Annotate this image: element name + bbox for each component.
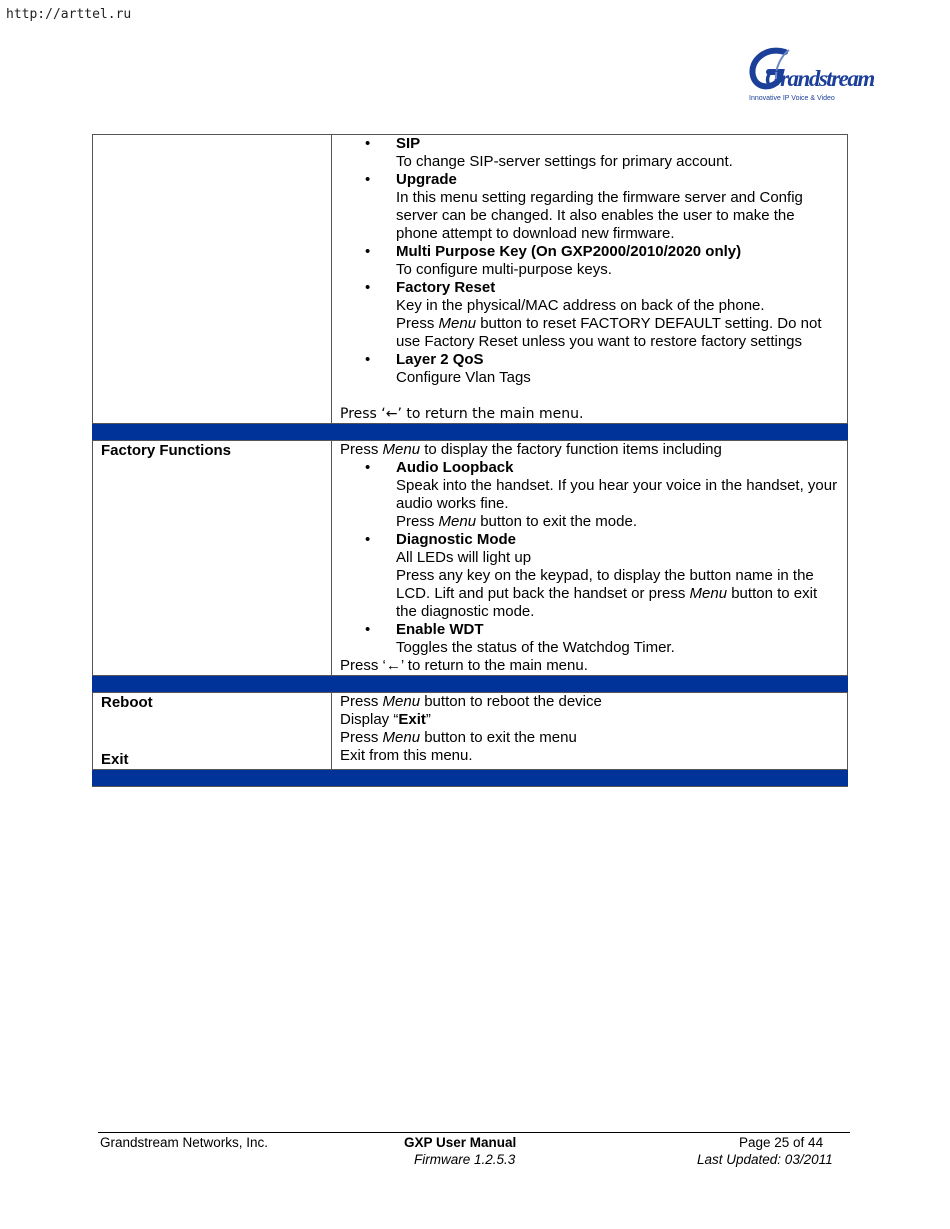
row-description-cell xyxy=(332,441,848,676)
row-description-cell xyxy=(332,135,848,424)
menu-key-ref: Menu xyxy=(689,585,728,602)
menu-key-ref: Menu xyxy=(382,693,421,710)
text-fragment: button to exit the mode. xyxy=(476,513,637,530)
reboot-line xyxy=(340,693,839,711)
exit-description: Exit from this menu. xyxy=(340,747,473,764)
text-fragment: Press xyxy=(340,441,383,458)
list-item xyxy=(388,351,839,387)
section-divider xyxy=(93,676,848,693)
item-text: Configure Vlan Tags xyxy=(396,369,531,386)
text-fragment: button to exit the menu xyxy=(420,729,577,746)
table-row xyxy=(93,441,848,676)
text-fragment: Press xyxy=(340,693,383,710)
table-row xyxy=(93,135,848,424)
item-text xyxy=(396,513,839,531)
text-fragment: Press any key on the keypad, to display the button name in the LCD. Lift and put back the handset or press xyxy=(396,567,814,602)
text-fragment: to display the factory function items including xyxy=(420,441,722,458)
exit-menu-line xyxy=(340,729,839,747)
item-title: • Factory Reset xyxy=(396,279,496,296)
item-title: • Multi Purpose Key (On GXP2000/2010/2020 only) xyxy=(396,243,742,260)
factory-items-list xyxy=(340,459,839,657)
item-title: • Enable WDT xyxy=(396,621,484,638)
list-item xyxy=(388,279,839,351)
row-label: Factory Functions xyxy=(101,442,232,459)
return-instruction: Press ‘←’ to return to the main menu. xyxy=(340,657,588,674)
item-text: Speak into the handset. If you hear your voice in the handset, your audio works fine. xyxy=(396,477,838,512)
menu-key-ref: Menu xyxy=(382,729,421,746)
item-text: Toggles the status of the Watchdog Timer. xyxy=(396,639,675,656)
row-label-cell xyxy=(93,135,332,424)
item-title: • Layer 2 QoS xyxy=(396,351,484,368)
text-fragment: button to exit the diagnostic mode. xyxy=(396,585,818,620)
item-title: • Upgrade xyxy=(396,171,457,188)
list-item xyxy=(388,243,839,279)
grandstream-logo xyxy=(745,46,874,108)
text-fragment: button to reset FACTORY DEFAULT setting. Do not use Factory Reset unless you want to restore factory settings xyxy=(396,315,822,350)
menu-description-table xyxy=(92,134,848,787)
menu-key-ref: Menu xyxy=(438,513,477,530)
text-fragment: Press xyxy=(396,315,435,332)
item-text xyxy=(396,315,839,351)
list-item xyxy=(388,135,839,171)
item-text: To configure multi-purpose keys. xyxy=(396,261,612,278)
text-fragment: ” xyxy=(425,711,431,728)
table-row xyxy=(93,693,848,770)
row-label-cell xyxy=(93,441,332,676)
item-text: To change SIP-server settings for primary account. xyxy=(396,153,733,170)
row-label-reboot: Reboot xyxy=(101,694,153,711)
exit-word: Exit xyxy=(398,711,426,728)
text-fragment: Display “ xyxy=(340,711,399,728)
footer-firmware: Firmware 1.2.5.3 xyxy=(414,1152,516,1167)
section-divider xyxy=(93,424,848,441)
logo-tagline: Innovative IP Voice & Video xyxy=(749,95,835,102)
logo-wordmark: Grandstream xyxy=(765,66,874,91)
row-description-cell xyxy=(332,693,848,770)
row-label-cell xyxy=(93,693,332,770)
list-item xyxy=(388,171,839,243)
menu-key-ref: Menu xyxy=(382,441,421,458)
row-label-exit: Exit xyxy=(101,751,129,768)
item-title: • Diagnostic Mode xyxy=(396,531,517,548)
item-title: • SIP xyxy=(396,135,421,152)
footer-company: Grandstream Networks, Inc. xyxy=(100,1135,269,1150)
menu-key-ref: Menu xyxy=(438,315,477,332)
return-instruction: Press ‘←’ to return the main menu. xyxy=(340,406,584,422)
footer-page-number: Page 25 of 44 xyxy=(739,1135,824,1150)
text-fragment: button to reboot the device xyxy=(420,693,602,710)
text-fragment: Press xyxy=(396,513,439,530)
source-url: http://arttel.ru xyxy=(6,7,132,22)
item-text: In this menu setting regarding the firmware server and Config server can be changed. It also enables the user to make the phone attempt to download new firmware. xyxy=(396,189,803,242)
config-items-list xyxy=(340,135,839,387)
footer-last-updated: Last Updated: 03/2011 xyxy=(697,1152,833,1167)
item-text: Key in the physical/MAC address on back of the phone. xyxy=(396,297,765,314)
display-line xyxy=(340,711,839,729)
item-text xyxy=(396,567,839,621)
item-title: • Audio Loopback xyxy=(396,459,514,476)
list-item xyxy=(388,531,839,621)
row-intro xyxy=(340,441,839,459)
list-item xyxy=(388,459,839,531)
section-divider xyxy=(93,770,848,787)
text-fragment: Press xyxy=(340,729,383,746)
item-text: All LEDs will light up xyxy=(396,549,532,566)
page-footer xyxy=(98,1132,850,1167)
list-item xyxy=(388,621,839,657)
footer-manual-title: GXP User Manual xyxy=(404,1135,517,1150)
